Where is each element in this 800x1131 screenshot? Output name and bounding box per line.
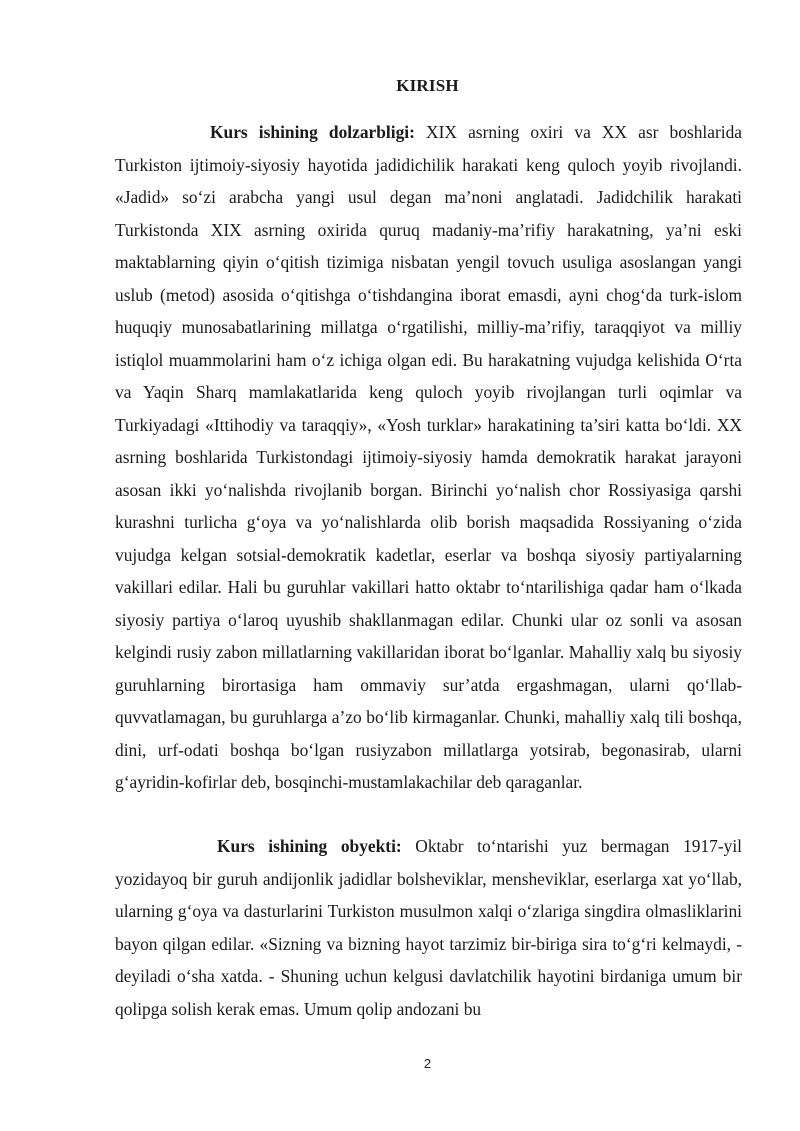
paragraph-lead-relevance: Kurs ishining dolzarbligi: [210,122,415,142]
paragraph-lead-object: Kurs ishining obyekti: [217,836,402,856]
page-number: 2 [423,1056,432,1071]
section-heading: KIRISH [396,76,459,95]
paragraph-relevance [115,116,742,799]
paragraph-body-relevance: XIX asrning oxiri va XX asr boshlarida Turkiston ijtimoiy-siyosiy hayotida jadidichilik harakati keng quloch yoyib rivojlandi. «Jadid» so‘zi arabcha yangi usul degan ma’noni anglatadi. Jadidchilik harakati Turkistonda XIX asrning oxirida quruq madaniy-ma’rifiy harakatning, ya’ni eski maktablarning qiyin o‘qitish tizimiga nisbatan yengil tovuch usuliga asoslangan yangi uslub (metod) asosida o‘qitishga o‘tishdangina iborat emasdi, ayni chog‘da turk-islom huquqiy munosabatlarining millatga o‘rgatilishi, milliy-ma’rifiy, taraqqiyot va milliy istiqlol muammolarini ham o‘z ichiga olgan edi. Bu harakatning vujudga kelishida O‘rta va Yaqin Sharq mamlakatlarida keng quloch yoyib rivojlangan turli oqimlar va Turkiyadagi «Ittihodiy va taraqqiy», «Yosh turklar» harakatining ta’siri katta bo‘ldi. XX asrning boshlarida Turkistondagi ijtimoiy-siyosiy hamda demokratik harakat jarayoni asosan ikki yo‘nalishda rivojlanib borgan. Birinchi yo‘nalish chor Rossiyasiga qarshi kurashni turlicha g‘oya va yo‘nalishlarda olib borish maqsadida Rossiyaning o‘zida vujudga kelgan sotsial-demokratik kadetlar, eserlar va boshqa siyosiy partiyalarning vakillari edilar. Hali bu guruhlar vakillari hatto oktabr to‘ntarilishiga qadar ham o‘lkada siyosiy partiya o‘laroq uyushib shakllanmagan edilar. Chunki ular oz sonli va asosan kelgindi rusiy zabon millatlarning vakillaridan iborat bo‘lganlar. Mahalliy xalq bu siyosiy guruhlarning birortasiga ham ommaviy sur’atda ergashmagan, ularni qo‘llab-quvvatlamagan, bu guruhlarga a’zo bo‘lib kirmaganlar. Chunki, mahalliy xalq tili boshqa, dini, urf-odati boshqa bo‘lgan rusiyzabon millatlarga yotsirab, begonasirab, ularni g‘ayridin-kofirlar deb, bosqinchi-mustamlakachilar deb qaraganlar. [115,122,743,792]
paragraph-object [115,830,742,1025]
paragraph-body-object: Oktabr to‘ntarishi yuz bermagan 1917-yil yozidayoq bir guruh andijonlik jadidlar bolsheviklar, mensheviklar, eserlarga xat yo‘llab, ularning g‘oya va dasturlarini Turkiston musulmon xalqi o‘zlariga singdira olmasliklarini bayon qilgan edilar. «Sizning va bizning hayot tarzimiz bir-biriga sira to‘g‘ri kelmaydi, - deyiladi o‘sha xatda. - Shuning uchun kelgusi davlatchilik hayotini birdaniga umum bir qolipga solish kerak emas. Umum qolip andozani bu [115,836,742,1019]
